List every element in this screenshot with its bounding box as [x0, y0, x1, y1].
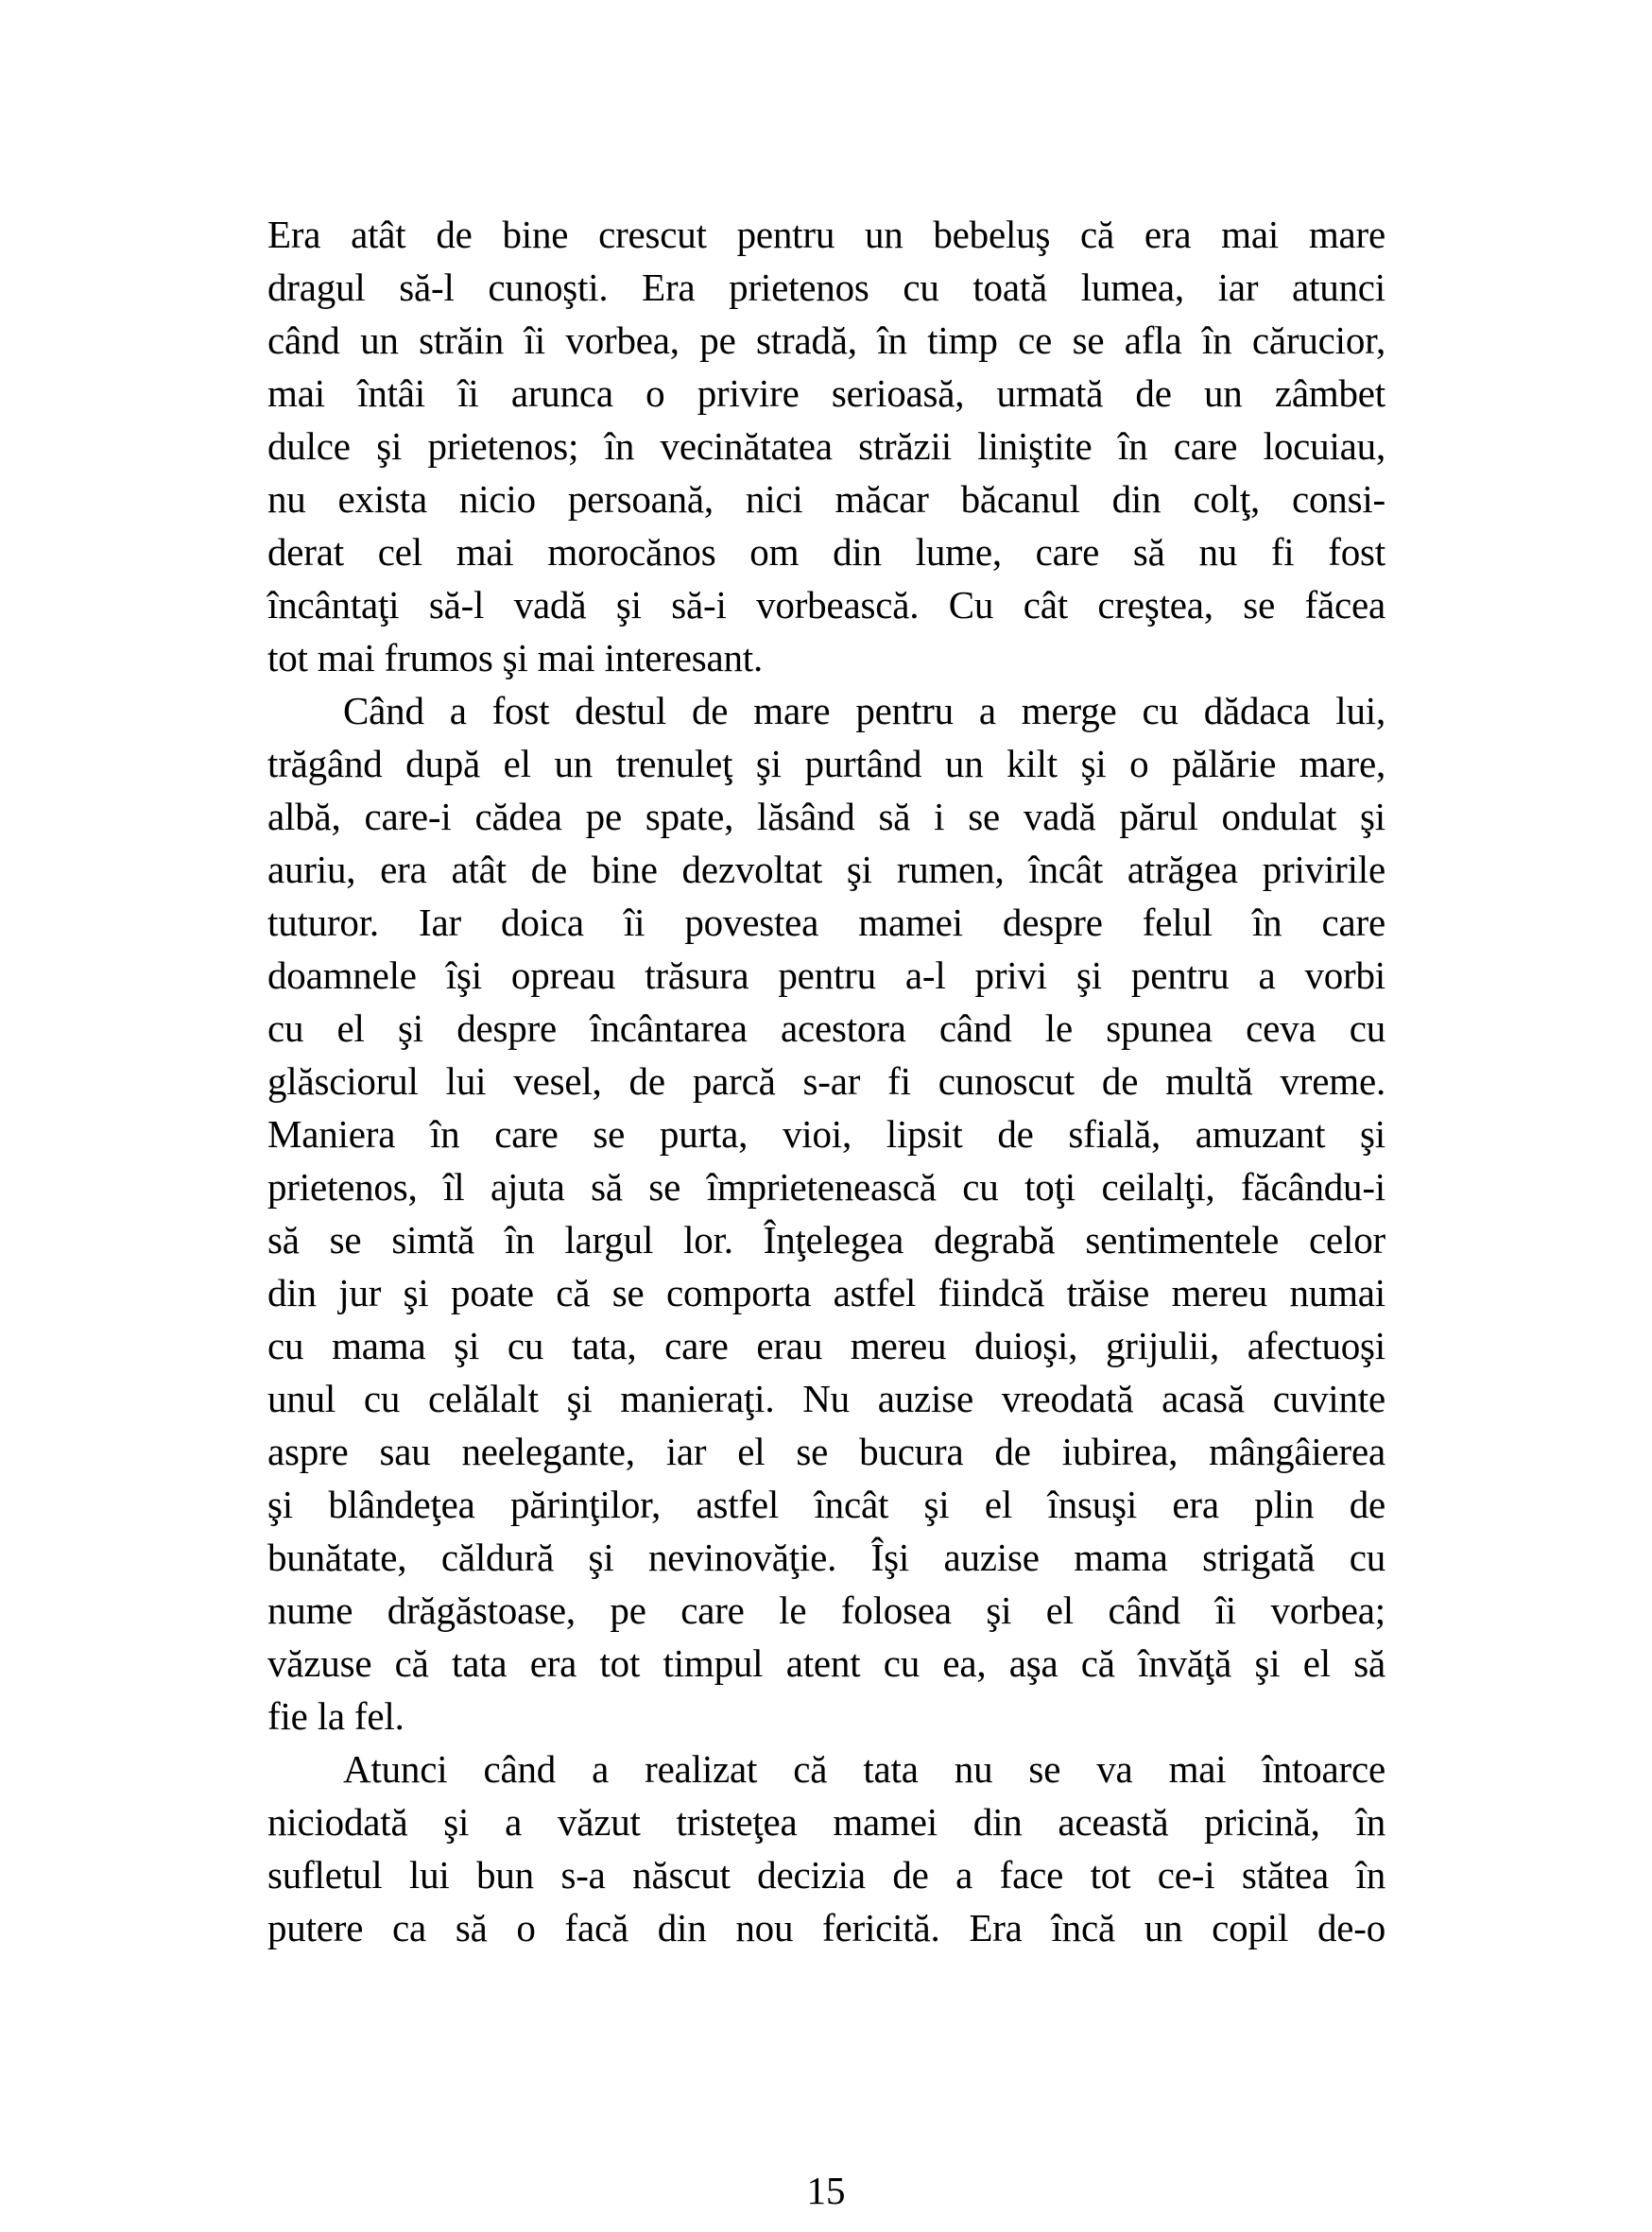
- paragraph-3: [267, 1743, 1385, 1954]
- text-line: albă, care-i cădea pe spate, lăsând să i se vadă părul ondulat şi: [267, 795, 1385, 838]
- text-line: din jur şi poate că se comporta astfel fiindcă trăise mereu numai: [267, 1271, 1385, 1314]
- text-line: fie la fel.: [267, 1694, 404, 1738]
- body-text: [267, 208, 1385, 1954]
- text-line: Maniera în care se purta, vioi, lipsit de sfială, amuzant şi: [267, 1112, 1385, 1156]
- text-line: să se simtă în largul lor. Înţelegea degrabă sentimentele celor: [267, 1218, 1385, 1262]
- text-line: Când a fost destul de mare pentru a merge cu dădaca lui,: [343, 689, 1385, 732]
- text-line: niciodată şi a văzut tristeţea mamei din această pricină, în: [267, 1800, 1385, 1844]
- text-line: unul cu celălalt şi manieraţi. Nu auzise vreodată acasă cuvinte: [267, 1377, 1385, 1420]
- text-line: glăsciorul lui vesel, de parcă s-ar fi cunoscut de multă vreme.: [267, 1059, 1385, 1103]
- text-line: putere ca să o facă din nou fericită. Era încă un copil de-o: [267, 1906, 1385, 1949]
- text-line: Atunci când a realizat că tata nu se va mai întoarce: [343, 1747, 1385, 1791]
- text-line: auriu, era atât de bine dezvoltat şi rumen, încât atrăgea privirile: [267, 848, 1385, 891]
- text-line: trăgând după el un trenuleţ şi purtând un kilt şi o pălărie mare,: [267, 742, 1385, 785]
- paragraph-2: [267, 684, 1385, 1743]
- text-line: bunătate, căldură şi nevinovăţie. Îşi auzise mama strigată cu: [267, 1536, 1385, 1579]
- page-number: 15: [806, 2169, 846, 2212]
- text-line: derat cel mai morocănos om din lume, care să nu fi fost: [267, 530, 1385, 574]
- text-line: mai întâi îi arunca o privire serioasă, urmată de un zâmbet: [267, 371, 1385, 415]
- text-line: încântaţi să-l vadă şi să-i vorbească. Cu cât creştea, se făcea: [267, 583, 1385, 627]
- text-line: dulce şi prietenos; în vecinătatea străzii liniştite în care locuiau,: [267, 424, 1385, 468]
- text-line: tuturor. Iar doica îi povestea mamei despre felul în care: [267, 901, 1385, 944]
- text-line: cu el şi despre încântarea acestora când le spunea ceva cu: [267, 1006, 1385, 1050]
- text-line: văzuse că tata era tot timpul atent cu ea, aşa că învăţă şi el să: [267, 1641, 1385, 1685]
- text-line: Era atât de bine crescut pentru un bebeluş că era mai mare: [267, 213, 1385, 256]
- text-line: aspre sau neelegante, iar el se bucura de iubirea, mângâierea: [267, 1430, 1385, 1473]
- text-line: tot mai frumos şi mai interesant.: [267, 636, 764, 679]
- text-line: şi blândeţea părinţilor, astfel încât şi el însuşi era plin de: [267, 1483, 1385, 1526]
- text-line: nu exista nicio persoană, nici măcar băcanul din colţ, consi-: [267, 477, 1385, 521]
- text-line: dragul să-l cunoşti. Era prietenos cu toată lumea, iar atunci: [267, 266, 1385, 309]
- text-line: când un străin îi vorbea, pe stradă, în timp ce se afla în cărucior,: [267, 318, 1385, 362]
- text-line: doamnele îşi opreau trăsura pentru a-l privi şi pentru a vorbi: [267, 953, 1385, 997]
- text-line: sufletul lui bun s-a născut decizia de a face tot ce-i stătea în: [267, 1853, 1385, 1897]
- text-line: nume drăgăstoase, pe care le folosea şi el când îi vorbea;: [267, 1588, 1385, 1632]
- text-line: prietenos, îl ajuta să se împrietenească cu toţi ceilalţi, făcându-i: [267, 1165, 1385, 1209]
- paragraph-1: [267, 208, 1385, 684]
- text-line: cu mama şi cu tata, care erau mereu duioşi, grijulii, afectuoşi: [267, 1324, 1385, 1367]
